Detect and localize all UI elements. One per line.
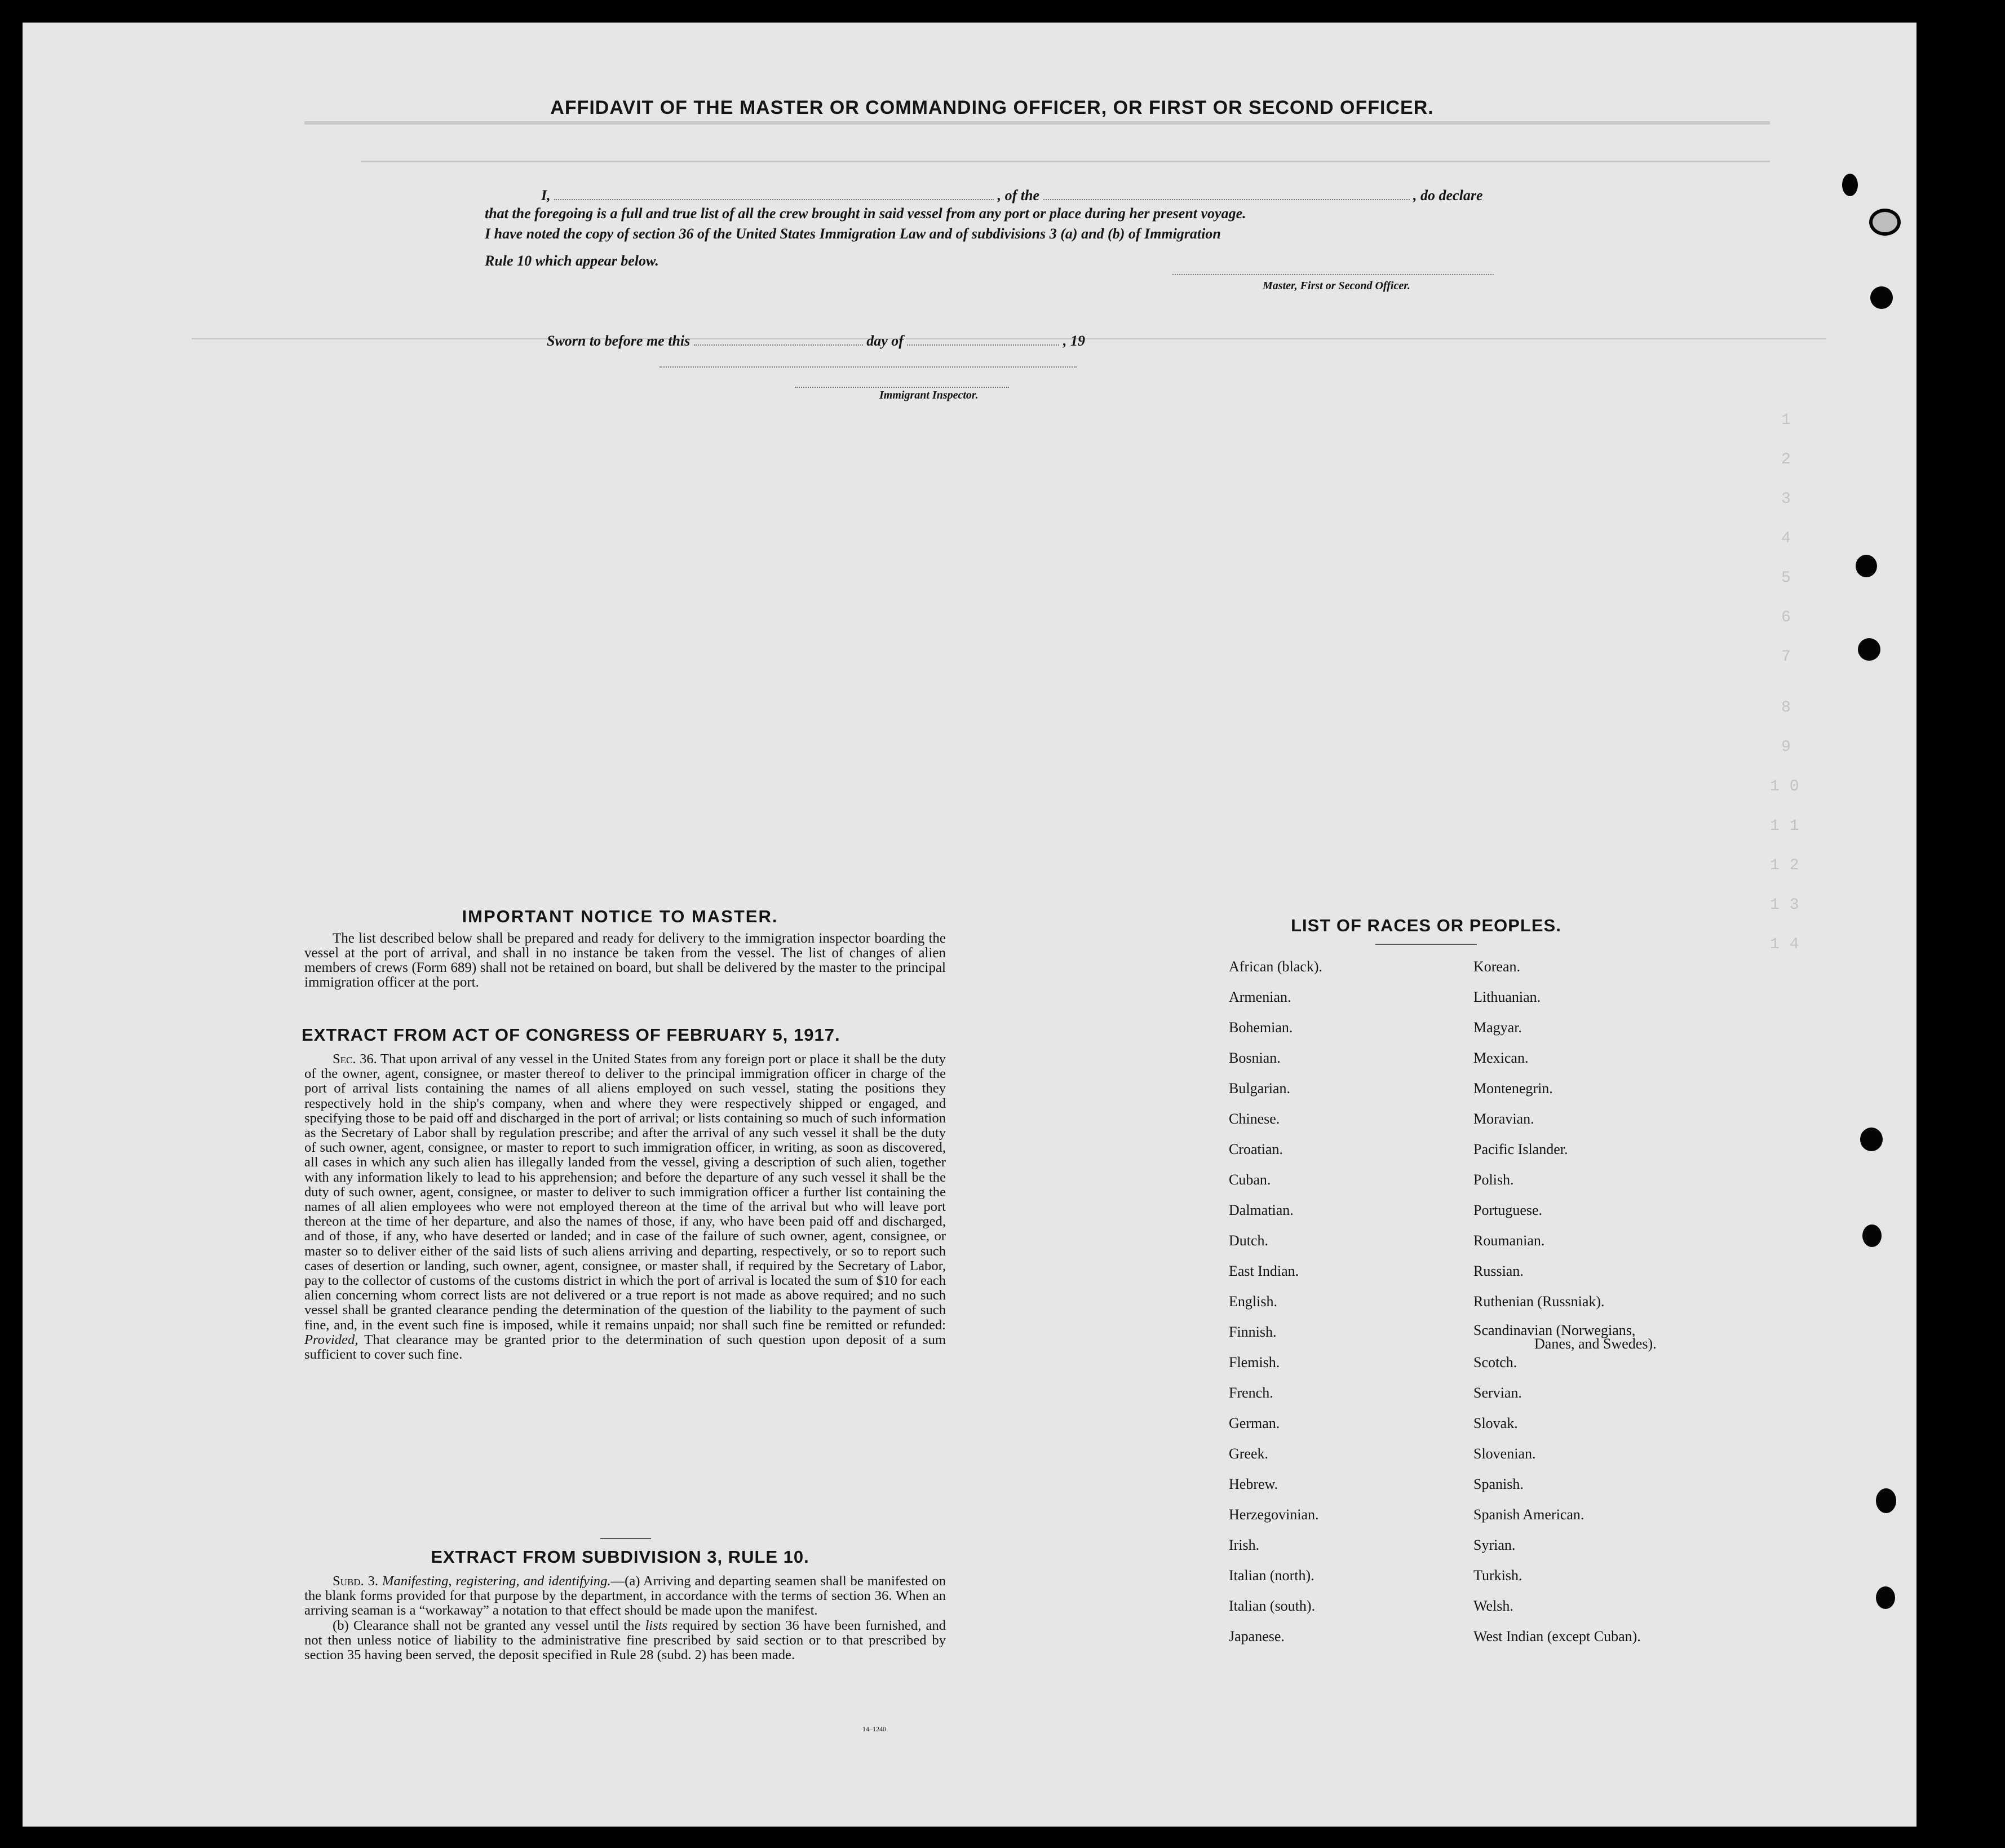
signature-line-inspector-upper: [660, 366, 1077, 368]
affidavit-line-3: I have noted the copy of section 36 of the United States Immigration Law and of subdivisions 3 (a) and (b) of Immigration: [485, 226, 1221, 242]
race-item: Flemish.: [1229, 1354, 1280, 1370]
signature-line-inspector: [795, 387, 1009, 388]
race-item: Spanish.: [1473, 1476, 1524, 1492]
race-item: Polish.: [1473, 1171, 1514, 1188]
notice-title: IMPORTANT NOTICE TO MASTER.: [462, 907, 778, 926]
punch-hole: [1860, 1128, 1883, 1151]
race-item: Armenian.: [1229, 989, 1291, 1005]
race-item: Spanish American.: [1473, 1506, 1584, 1523]
section-label: Sec. 36.: [333, 1051, 377, 1067]
race-item: Portuguese.: [1473, 1202, 1543, 1218]
subdivision-b-rest: required by section 36 have been furnished, and not then unless notice of liability to the administrative fine prescribed by said section or to that prescribed by section 35 having been served, the deposit specified in Rule 28 (subd. 2) has been made.: [304, 1617, 946, 1663]
affidavit-of-the: , of the: [997, 187, 1040, 204]
subdivision-a-text: —(a) Arriving and departing seamen shall be manifested on the blank forms provided for that purpose by the department, in accordance with the terms of section 36. When an arriving seaman is a “workaway” a notation to that effect should be made upon the manifest.: [304, 1573, 946, 1619]
race-item: Herzegovinian.: [1229, 1506, 1319, 1523]
race-item: Cuban.: [1229, 1171, 1271, 1188]
race-item: African (black).: [1229, 958, 1323, 975]
affidavit-heading: AFFIDAVIT OF THE MASTER OR COMMANDING OFFICER, OR FIRST OR SECOND OFFICER.: [550, 97, 1434, 118]
race-item: Greek.: [1229, 1445, 1269, 1462]
race-item: Pacific Islander.: [1473, 1141, 1568, 1157]
affidavit-line-1: [541, 187, 1482, 204]
proviso-word: Provided,: [304, 1332, 358, 1347]
signature-label-inspector: Immigrant Inspector.: [879, 389, 979, 401]
race-item: Scotch.: [1473, 1354, 1517, 1370]
race-item: Ruthenian (Russniak).: [1473, 1293, 1605, 1310]
sworn-line: [547, 333, 1085, 350]
manifest-back-page: [23, 23, 1917, 1827]
race-item: Montenegrin.: [1473, 1080, 1553, 1097]
extract-act-title: EXTRACT FROM ACT OF CONGRESS OF FEBRUARY 5, 1917.: [302, 1025, 840, 1045]
notice-body: The list described below shall be prepared and ready for delivery to the immigration inspector boarding the vessel at the port of arrival, and shall in no instance be taken from the vessel. The list of changes of alien members of crews (Form 689) shall not be retained on board, but shall be delivered by the master to the principal immigration officer at the port.: [304, 931, 946, 990]
race-item: Hebrew.: [1229, 1476, 1278, 1492]
races-divider: [1375, 944, 1477, 945]
section-36-text: [304, 1052, 946, 1362]
race-item: Syrian.: [1473, 1537, 1516, 1553]
race-item: Turkish.: [1473, 1567, 1522, 1584]
race-item: Japanese.: [1229, 1628, 1285, 1644]
punch-hole: [1842, 174, 1858, 196]
sworn-year: , 19: [1063, 333, 1085, 349]
races-title: LIST OF RACES OR PEOPLES.: [1291, 916, 1561, 935]
race-item: Bulgarian.: [1229, 1080, 1291, 1097]
affidavit-line-4: Rule 10 which appear below.: [485, 253, 659, 269]
race-item: Italian (south).: [1229, 1598, 1316, 1614]
race-item: Dalmatian.: [1229, 1202, 1294, 1218]
race-item: Scandinavian (Norwegians, Danes, and Swedes).: [1473, 1322, 1657, 1352]
extract-rule-title: EXTRACT FROM SUBDIVISION 3, RULE 10.: [431, 1547, 809, 1567]
race-item: Bosnian.: [1229, 1050, 1281, 1066]
form-number: 14–1240: [862, 1725, 886, 1733]
race-item: Finnish.: [1229, 1324, 1277, 1340]
race-item: Welsh.: [1473, 1598, 1513, 1614]
race-item: Servian.: [1473, 1385, 1522, 1401]
race-item: French.: [1229, 1385, 1273, 1401]
punch-hole: [1862, 1224, 1882, 1247]
race-item: Dutch.: [1229, 1232, 1269, 1249]
punch-hole: [1876, 1488, 1896, 1513]
race-item: Roumanian.: [1473, 1232, 1545, 1249]
race-item: Korean.: [1473, 958, 1521, 975]
race-item: Mexican.: [1473, 1050, 1529, 1066]
signature-label-master: Master, First or Second Officer.: [1263, 280, 1410, 292]
signature-line-master: [1172, 274, 1494, 275]
race-item: German.: [1229, 1415, 1280, 1431]
race-item: Italian (north).: [1229, 1567, 1314, 1584]
race-item: Slovenian.: [1473, 1445, 1536, 1462]
races-list-left: [1229, 958, 1322, 1659]
subdivision-heading: Manifesting, registering, and identifying.: [382, 1573, 611, 1589]
race-item: Croatian.: [1229, 1141, 1283, 1157]
sworn-prefix: Sworn to before me this: [547, 333, 691, 349]
race-item: Slovak.: [1473, 1415, 1518, 1431]
affidavit-do-declare: , do declare: [1413, 187, 1483, 204]
section-body: That upon arrival of any vessel in the United States from any foreign port or place it shall be the duty of the owner, agent, consignee, or master thereof to deliver to the principal immigration officer in charge of the port of arrival lists containing the names of all aliens employed on such vessel, stating the positions they respectively hold in the ship's company, when and where they were respectively shipped or engaged, and specifying those to be paid off and discharged in the port of arrival; or lists containing so much of such information as the Secretary of Labor shall by regulation prescribe; and after the arrival of any such vessel it shall be the duty of such owner, agent, consignee, or master to report to such immigration officer, in writing, as soon as discovered, all cases in which any such alien has illegally landed from the vessel, giving a description of such alien, together with any information likely to lead to his apprehension; and before the departure of any such vessel it shall be the duty of such owner, agent, consignee, or master to deliver to such immigration officer a further list containing the names of all alien employees who were not employed thereon at the time of the arrival but who will leave port thereon at the time of her departure, and also the names of those, if any, who have been paid off and discharged, and of those, if any, who have deserted or landed; and in case of the failure of such owner, agent, consignee, or master so to deliver either of the said lists of such aliens arriving and departing, respectively, or so to report such cases of desertion or landing, such owner, agent, consignee, or master shall, if required by the Secretary of Labor, pay to the collector of customs of the customs district in which the port of arrival is located the sum of $10 for each alien concerning whom correct lists are not delivered or a true report is not made as above required; and no such vessel shall be granted clearance pending the determination of the question of the liability to the payment of such fine, and, in the event such fine is imposed, while it remains unpaid; nor shall such fine be remitted or refunded:: [304, 1051, 946, 1333]
race-item: Chinese.: [1229, 1111, 1280, 1127]
race-item: West Indian (except Cuban).: [1473, 1628, 1641, 1644]
punch-hole: [1869, 209, 1901, 236]
race-item: Magyar.: [1473, 1019, 1522, 1036]
subdivision-b: [304, 1619, 946, 1663]
race-item: Lithuanian.: [1473, 989, 1541, 1005]
race-item: Bohemian.: [1229, 1019, 1293, 1036]
subdivision-a: [304, 1574, 946, 1619]
race-item: East Indian.: [1229, 1263, 1299, 1279]
punch-hole: [1870, 286, 1893, 309]
subdivision-b-lists: lists: [645, 1617, 668, 1633]
subdivision-b-prefix: (b) Clearance shall not be granted any vessel until the: [333, 1617, 641, 1633]
race-item: Russian.: [1473, 1263, 1524, 1279]
punch-hole: [1856, 555, 1877, 577]
section-divider: [600, 1538, 651, 1539]
punch-hole: [1858, 638, 1880, 661]
bleed-through-background: 1 2 3 4 5 6 7 8 9 10 11 12 13 14: [23, 23, 1917, 1827]
race-item: English.: [1229, 1293, 1277, 1310]
race-item: Moravian.: [1473, 1111, 1534, 1127]
punch-hole: [1876, 1586, 1895, 1609]
subdivision-3-text: [304, 1574, 946, 1663]
affidavit-line-2: that the foregoing is a full and true list of all the crew brought in said vessel from any port or place during her present voyage.: [485, 205, 1246, 222]
sworn-day-of: day of: [866, 333, 904, 349]
proviso-text: That clearance may be granted prior to the determination of such question upon deposit of a sum sufficient to cover such fine.: [304, 1332, 946, 1363]
affidavit-i: I,: [541, 187, 551, 204]
race-item: Irish.: [1229, 1537, 1260, 1553]
subdivision-label: Subd. 3.: [333, 1573, 379, 1589]
races-list-right: [1473, 958, 1657, 1659]
